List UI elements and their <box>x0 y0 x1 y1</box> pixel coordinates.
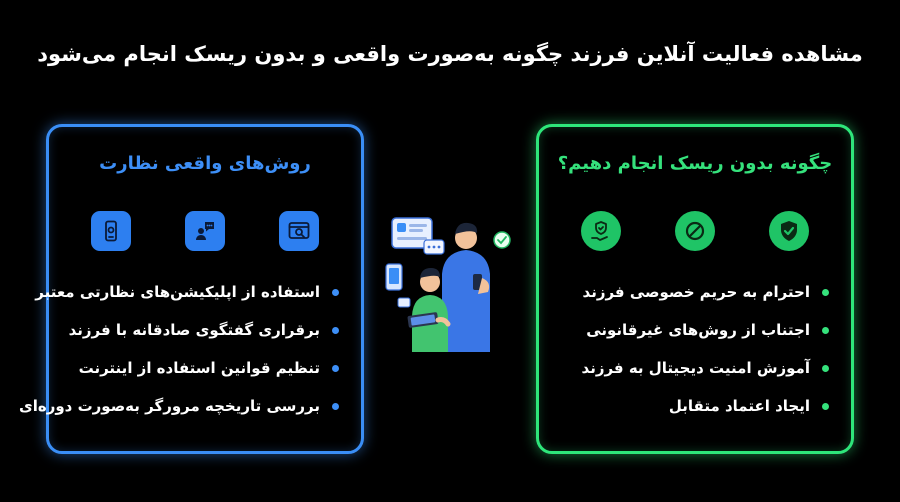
shield-hand-icon <box>581 211 621 251</box>
no-risk-card <box>536 124 854 454</box>
monitoring-methods-list <box>18 273 339 425</box>
monitoring-methods-card <box>18 124 364 454</box>
prohibited-icon <box>675 211 715 251</box>
parent-child-illustration <box>378 212 528 352</box>
no-risk-card-title: چگونه بدون ریسک انجام دهیم؟ <box>557 153 833 174</box>
bullet-dot <box>822 365 829 372</box>
monitoring-methods-card-title: روش‌های واقعی نظارت <box>99 153 311 174</box>
list-item: احترام به حریم خصوصی فرزند <box>553 273 829 311</box>
list-item: آموزش امنیت دیجیتال به فرزند <box>553 349 829 387</box>
phone-app-icon <box>91 211 131 251</box>
list-item: تنظیم قوانین استفاده از اینترنت <box>63 349 339 387</box>
browser-search-icon <box>279 211 319 251</box>
bullet-dot <box>822 403 829 410</box>
bullet-dot <box>332 365 339 372</box>
chat-user-icon <box>185 211 225 251</box>
bullet-dot <box>822 327 829 334</box>
monitoring-icon-row <box>49 211 361 251</box>
list-item: بررسی تاریخچه مرورگر به‌صورت دوره‌ای <box>63 387 339 425</box>
shield-check-icon <box>769 211 809 251</box>
no-risk-icon-row <box>539 211 851 251</box>
bullet-dot <box>332 289 339 296</box>
list-item: برقراری گفتگوی صادقانه با فرزند <box>63 311 339 349</box>
bullet-dot <box>332 327 339 334</box>
bullet-dot <box>332 403 339 410</box>
bullet-dot <box>822 289 829 296</box>
list-item: ایجاد اعتماد متقابل <box>553 387 829 425</box>
list-item: استفاده از اپلیکیشن‌های نظارتی معتبر <box>63 273 339 311</box>
no-risk-list <box>553 273 829 425</box>
list-item: اجتناب از روش‌های غیرقانونی <box>553 311 829 349</box>
page-title: مشاهده فعالیت آنلاین فرزند چگونه به‌صورت واقعی و بدون ریسک انجام می‌شود <box>37 42 863 66</box>
